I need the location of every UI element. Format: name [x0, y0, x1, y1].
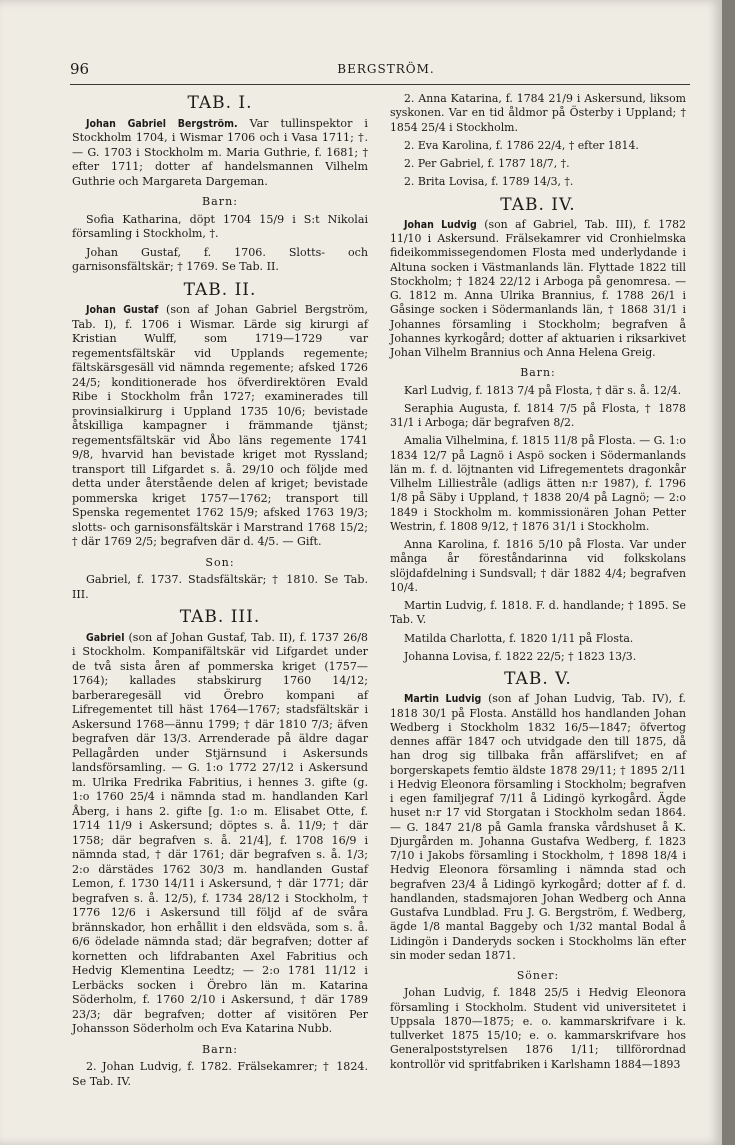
tab3-child: 2. Anna Katarina, f. 1784 21/9 i Askersund, liksom syskonen. Var en tid åldmor på Österby i Uppland; † 1854 25/4 i Stockholm. [390, 92, 686, 134]
tab4-child: Karl Ludvig, f. 1813 7/4 på Flosta, † där s. å. 12/4. [404, 383, 682, 397]
tab2-heading: TAB. II. [183, 279, 257, 300]
running-head: BERGSTRÖM. [337, 62, 435, 76]
tab3-child: 2. Per Gabriel, f. 1787 18/7, †. [404, 157, 570, 170]
tab3-barn-label: Barn: [202, 1042, 238, 1056]
tab2-son: Gabriel, f. 1737. Stadsfältskär; † 1810. Se Tab. III. [72, 573, 368, 601]
left-column [72, 92, 368, 1093]
tab4-barn-label: Barn: [520, 366, 556, 380]
tab1-barn-label: Barn: [202, 195, 238, 208]
tab2-paragraph [72, 303, 368, 550]
tab4-name: Johan Ludvig [404, 218, 477, 231]
tab3-child: 2. Brita Lovisa, f. 1789 14/3, †. [404, 175, 574, 189]
tab3-child: 2. Johan Ludvig, f. 1782. Frälsekamrer; † 1824. Se Tab. IV. [72, 1060, 368, 1088]
tab4-child: Martin Ludvig, f. 1818. F. d. handlande; † 1895. Se Tab. V. [390, 599, 686, 627]
tab3-heading: TAB. III. [179, 607, 261, 627]
tab1-name: Johan Gabriel Bergström. [86, 117, 238, 130]
page-number: 96 [70, 60, 90, 78]
tab3-text: (son af Johan Gustaf, Tab. II), f. 1737 26/8 i Stockholm. Kompanifältskär vid Lifgardet under de två sista åren af pommerska kriget (1757—1764); kallades stabskirurg 1760 14/12; barberaregesäll vid Örebro kompani af Lifregementet till häst 1764—1767; stadsfältskär i Askersund 1768—ännu 1799; † där 1810 7/3; äfven begrafven där 13/3. Arrenderade på äldre dagar Pellagården under Stjärnsund i Askersunds landsförsamling. — G. 1:o 1772 27/12 i Askersund m. Ulrika Fredrika Fabritius, i hennes 3. gifte (g. 1:o 1760 25/4 i nämnda stad m. handlanden Karl Åberg, i hans 2. gifte [g. 1:o m. Elisabet Otte, f. 1714 11/9 i Askersund; döptes s. å. 11/9; † där 1758; där begrafven s. å. 21/4], f. 1708 16/9 i nämnda stad, † där 1761; där begrafven s. å. 1/3; 2:o därstädes 1762 30/3 m. handlanden Gustaf Lemon, f. 1730 14/11 i Askersund, † där 1771; där begrafven s. å. 12/5), f. 1734 28/12 i Stockholm, † 1776 12/6 i Askersund till följd af de svåra brännskador, hon erhållit i den eldsväda, som s. å. 6/6 ödelade nämnda stad; där begrafven; dotter af kornetten och lifdrabanten Axel Fabritius och Hedvig Klementina Leedtz; — 2:o 1781 11/12 i Lerbäcks socken i Örebro län m. Katarina Söderholm, f. 1760 2/10 i Askersund, † där 1789 23/3; där begrafven; dotter af visitören Per Johansson Söderholm och Eva Katarina Nubb. [72, 630, 368, 1035]
header-rule [70, 84, 690, 85]
tab4-child: Amalia Vilhelmina, f. 1815 11/8 på Flosta. — G. 1:o 1834 12/7 på Lagnö i Aspö socken i Södermanlands län m. f. d. löjtnanten vid Lifregementets dragonkår Vilhelm Lilliestråle (adligs ätten n:r 1987), f. 1796 1/8 på Säby i Uppland, † 1838 20/4 på Lagnö; — 2:o 1849 i Stockholm m. kommissionären Johan Petter Westrin, f. 1808 9/12, † 1876 31/1 i Stockholm. [390, 434, 686, 533]
tab5-child: Johan Ludvig, f. 1848 25/5 i Hedvig Eleonora församling i Stockholm. Student vid universitetet i Uppsala 1870—1875; e. o. kammarskrifvare i k. tullverket 1875 15/10; e. o. kammarskrifvare hos Generalpoststyrelsen 1876 1/11; tillförordnad kontrollör vid spritfabriken i Karlshamn 1884—1893 [390, 986, 686, 1071]
tab3-child: 2. Eva Karolina, f. 1786 22/4, † efter 1814. [404, 138, 639, 152]
page-edge [722, 0, 735, 1145]
tab1-child: Johan Gustaf, f. 1706. Slotts- och garnisonsfältskär; † 1769. Se Tab. II. [72, 245, 368, 273]
tab4-child: Johanna Lovisa, f. 1822 22/5; † 1823 13/3. [404, 649, 637, 663]
tab1-heading: TAB. I. [187, 93, 253, 113]
tab4-child: Matilda Charlotta, f. 1820 1/11 på Flosta. [404, 631, 634, 645]
tab4-child: Seraphia Augusta, f. 1814 7/5 på Flosta, † 1878 31/1 i Arboga; där begrafven 8/2. [390, 401, 686, 429]
tab2-text: (son af Johan Gabriel Bergström, Tab. I), f. 1706 i Wismar. Lärde sig kirurgi af Kristian Wulff, som 1719—1729 var regementsfältskär vid Upplands regemente; fältskärsgesäll vid nämnda regemente; afsked 1726 24/5; konditionerade hos öfverdirektören Evald Ribe i Stockholm från 1727; examinerades till provinsialkirurg i Uppland 1735 10/6; bevistade åtskilliga kampagner i främmande tjänst; regementsfältskär vid Åbo läns regemente 1741 9/8, hvarvid han bevistade kriget mot Ryssland; transport till Lifgardet s. å. 29/10 och följde med detta under återstående delen af kriget; bevistade pommerska kriget 1757—1762; transport till Spenska regementet 1762 15/9; afsked 1763 19/3; slotts- och garnisonsfältskär i Marstrand 1768 15/2; † där 1769 2/5; begrafven där d. 4/5. — Gift. [72, 303, 369, 548]
tab5-soner-label: Söner: [516, 969, 560, 982]
right-column [390, 92, 686, 1076]
tab5-name: Martin Ludvig [404, 693, 482, 706]
tab4-paragraph [390, 218, 686, 361]
tab2-name: Johan Gustaf [86, 304, 159, 316]
tab4-text: (son af Gabriel, Tab. III), f. 1782 11/10 i Askersund. Frälsekamrer vid Cronhielmska fideikommissegendomen Flosta med underlydande i Altuna socken i Västmanlands län. Flyttade 1822 till Stockholm; † 1824 22/12 i Arboga på genomresa. — G. 1812 m. Anna Ulrika Brannius, f. 1788 26/1 i Gåsinge socken i Södermanlands län, † 1868 31/1 i Johannes församling i Stockholm; begrafven å Johannes kyrkogård; dotter af aktuarien i riksarkivet Johan Vilhelm Brannius och Anna Helena Greig. [390, 217, 686, 359]
tab3-paragraph [72, 631, 368, 1037]
tab1-text: Var tullinspektor i Stockholm 1704, i Wismar 1706 och i Vasa 1711; †. — G. 1703 i Stockholm m. Maria Guthrie, f. 1681; † efter 1711; dotter af handelsmannen Vilhelm Guthrie och Margareta Dargeman. [72, 116, 368, 188]
tab5-heading: TAB. V. [504, 669, 572, 689]
tab4-heading: TAB. IV. [500, 194, 576, 215]
tab4-child: Anna Karolina, f. 1816 5/10 på Flosta. Var under många år föreståndarinna vid folkskolans slöjdafdelning i Sundsvall; † där 1882 4/4; begrafven 10/4. [390, 538, 686, 594]
tab1-paragraph [72, 117, 368, 190]
tab1-child: Sofia Katharina, döpt 1704 15/9 i S:t Nikolai församling i Stockholm, †. [72, 212, 368, 240]
tab5-text: (son af Johan Ludvig, Tab. IV), f. 1818 30/1 på Flosta. Anställd hos handlanden Johan Wedberg i Stockholm 1832 16/5—1847; öfvertog dennes affär 1847 och utvidgade den till 1875, då han drog sig tillbaka från affärslifvet; en af borgerskapets femtio äldste 1878 29/11; † 1895 2/11 i Hedvig Eleonora församling i Stockholm; begrafven i egen familjegraf 7/11 å Lidingö kyrkogård. Ägde huset n:r 17 vid Storgatan i Stockholm sedan 1864. — G. 1847 21/8 på Gamla franska vårdshuset å K. Djurgården m. Johanna Gustafva Wedberg, f. 1823 7/10 i Jakobs församling i Stockholm, † 1898 18/4 i Hedvig Eleonora församling i nämnda stad och begrafven 23/4 å Lidingö kyrkogård; dotter af f. d. handlanden, stadsmajoren Johan Wedberg och Anna Gustafva Lundblad. Fru J. G. Bergström, f. Wedberg, ägde 1/8 mantal Baggeby och 1/32 mantal Bodal å Lidingön i Danderyds socken i Stockholms län efter sin moder sedan 1871. [390, 692, 686, 962]
tab5-paragraph [390, 692, 686, 963]
tab2-son-label: Son: [205, 555, 235, 569]
page-header [70, 60, 702, 80]
tab3-name: Gabriel [86, 631, 125, 644]
